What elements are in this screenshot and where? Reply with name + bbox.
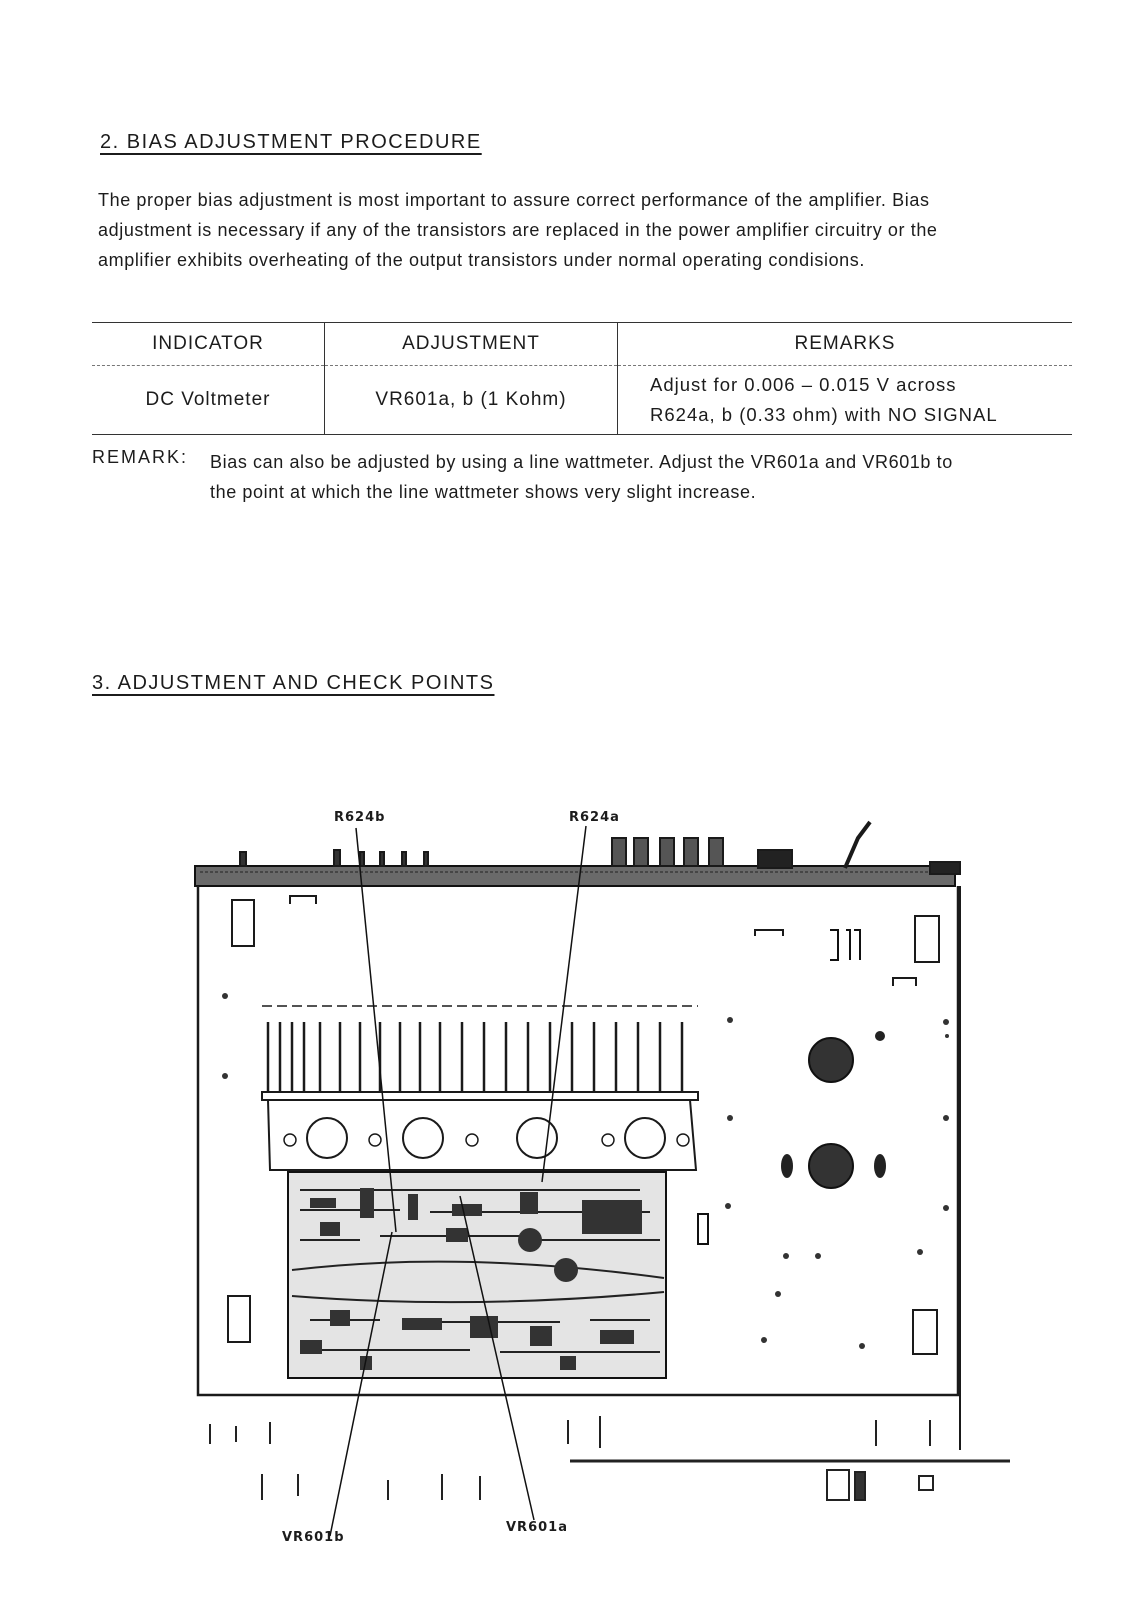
power-amplifier-pcb [288, 1172, 666, 1378]
remark-line: Bias can also be adjusted by using a line wattmeter. Adjust the VR601a and VR601b to [210, 452, 953, 472]
heat-sink-fins [268, 1022, 682, 1092]
mounting-bracket [913, 1310, 937, 1354]
cell-indicator: DC Voltmeter [92, 366, 325, 435]
cell-adjustment: VR601a, b (1 Kohm) [325, 366, 618, 435]
callout-r624a: R624a [569, 810, 620, 825]
callout-vr601b: VR601b [282, 1530, 345, 1545]
section-2-heading: 2. BIAS ADJUSTMENT PROCEDURE [100, 131, 482, 153]
paragraph-line: adjustment is necessary if any of the transistors are replaced in the power amplifier circuitry or the [98, 220, 938, 240]
output-transistor [625, 1118, 665, 1158]
header-adjustment: ADJUSTMENT [325, 323, 618, 366]
callout-r624b: R624b [334, 810, 386, 825]
output-transistor [403, 1118, 443, 1158]
remark-line: the point at which the line wattmeter shows very slight increase. [210, 482, 757, 502]
mounting-bracket [232, 900, 254, 946]
remark-label: REMARK: [92, 447, 189, 467]
header-indicator: INDICATOR [92, 323, 325, 366]
callout-vr601a: VR601a [506, 1520, 568, 1535]
mounting-bracket [915, 916, 939, 962]
remarks-line: Adjust for 0.006 – 0.015 V across [650, 374, 957, 395]
rear-panel-rail [195, 866, 955, 886]
filter-capacitor [809, 1038, 853, 1082]
output-transistor [307, 1118, 347, 1158]
section-3-heading: 3. ADJUSTMENT AND CHECK POINTS [92, 672, 495, 694]
header-remarks: REMARKS [618, 323, 1073, 366]
remarks-line: R624a, b (0.33 ohm) with NO SIGNAL [650, 404, 998, 425]
transistor-plate [268, 1100, 696, 1170]
paragraph-line: The proper bias adjustment is most important to assure correct performance of the amplifier. Bias [98, 190, 930, 210]
power-knob [758, 850, 792, 868]
paragraph-line: amplifier exhibits overheating of the output transistors under normal operating condisions. [98, 250, 865, 270]
filter-capacitor [809, 1144, 853, 1188]
mounting-bracket [228, 1296, 250, 1342]
output-transistor [517, 1118, 557, 1158]
front-panel-controls [210, 1416, 933, 1500]
power-cord [845, 822, 870, 868]
